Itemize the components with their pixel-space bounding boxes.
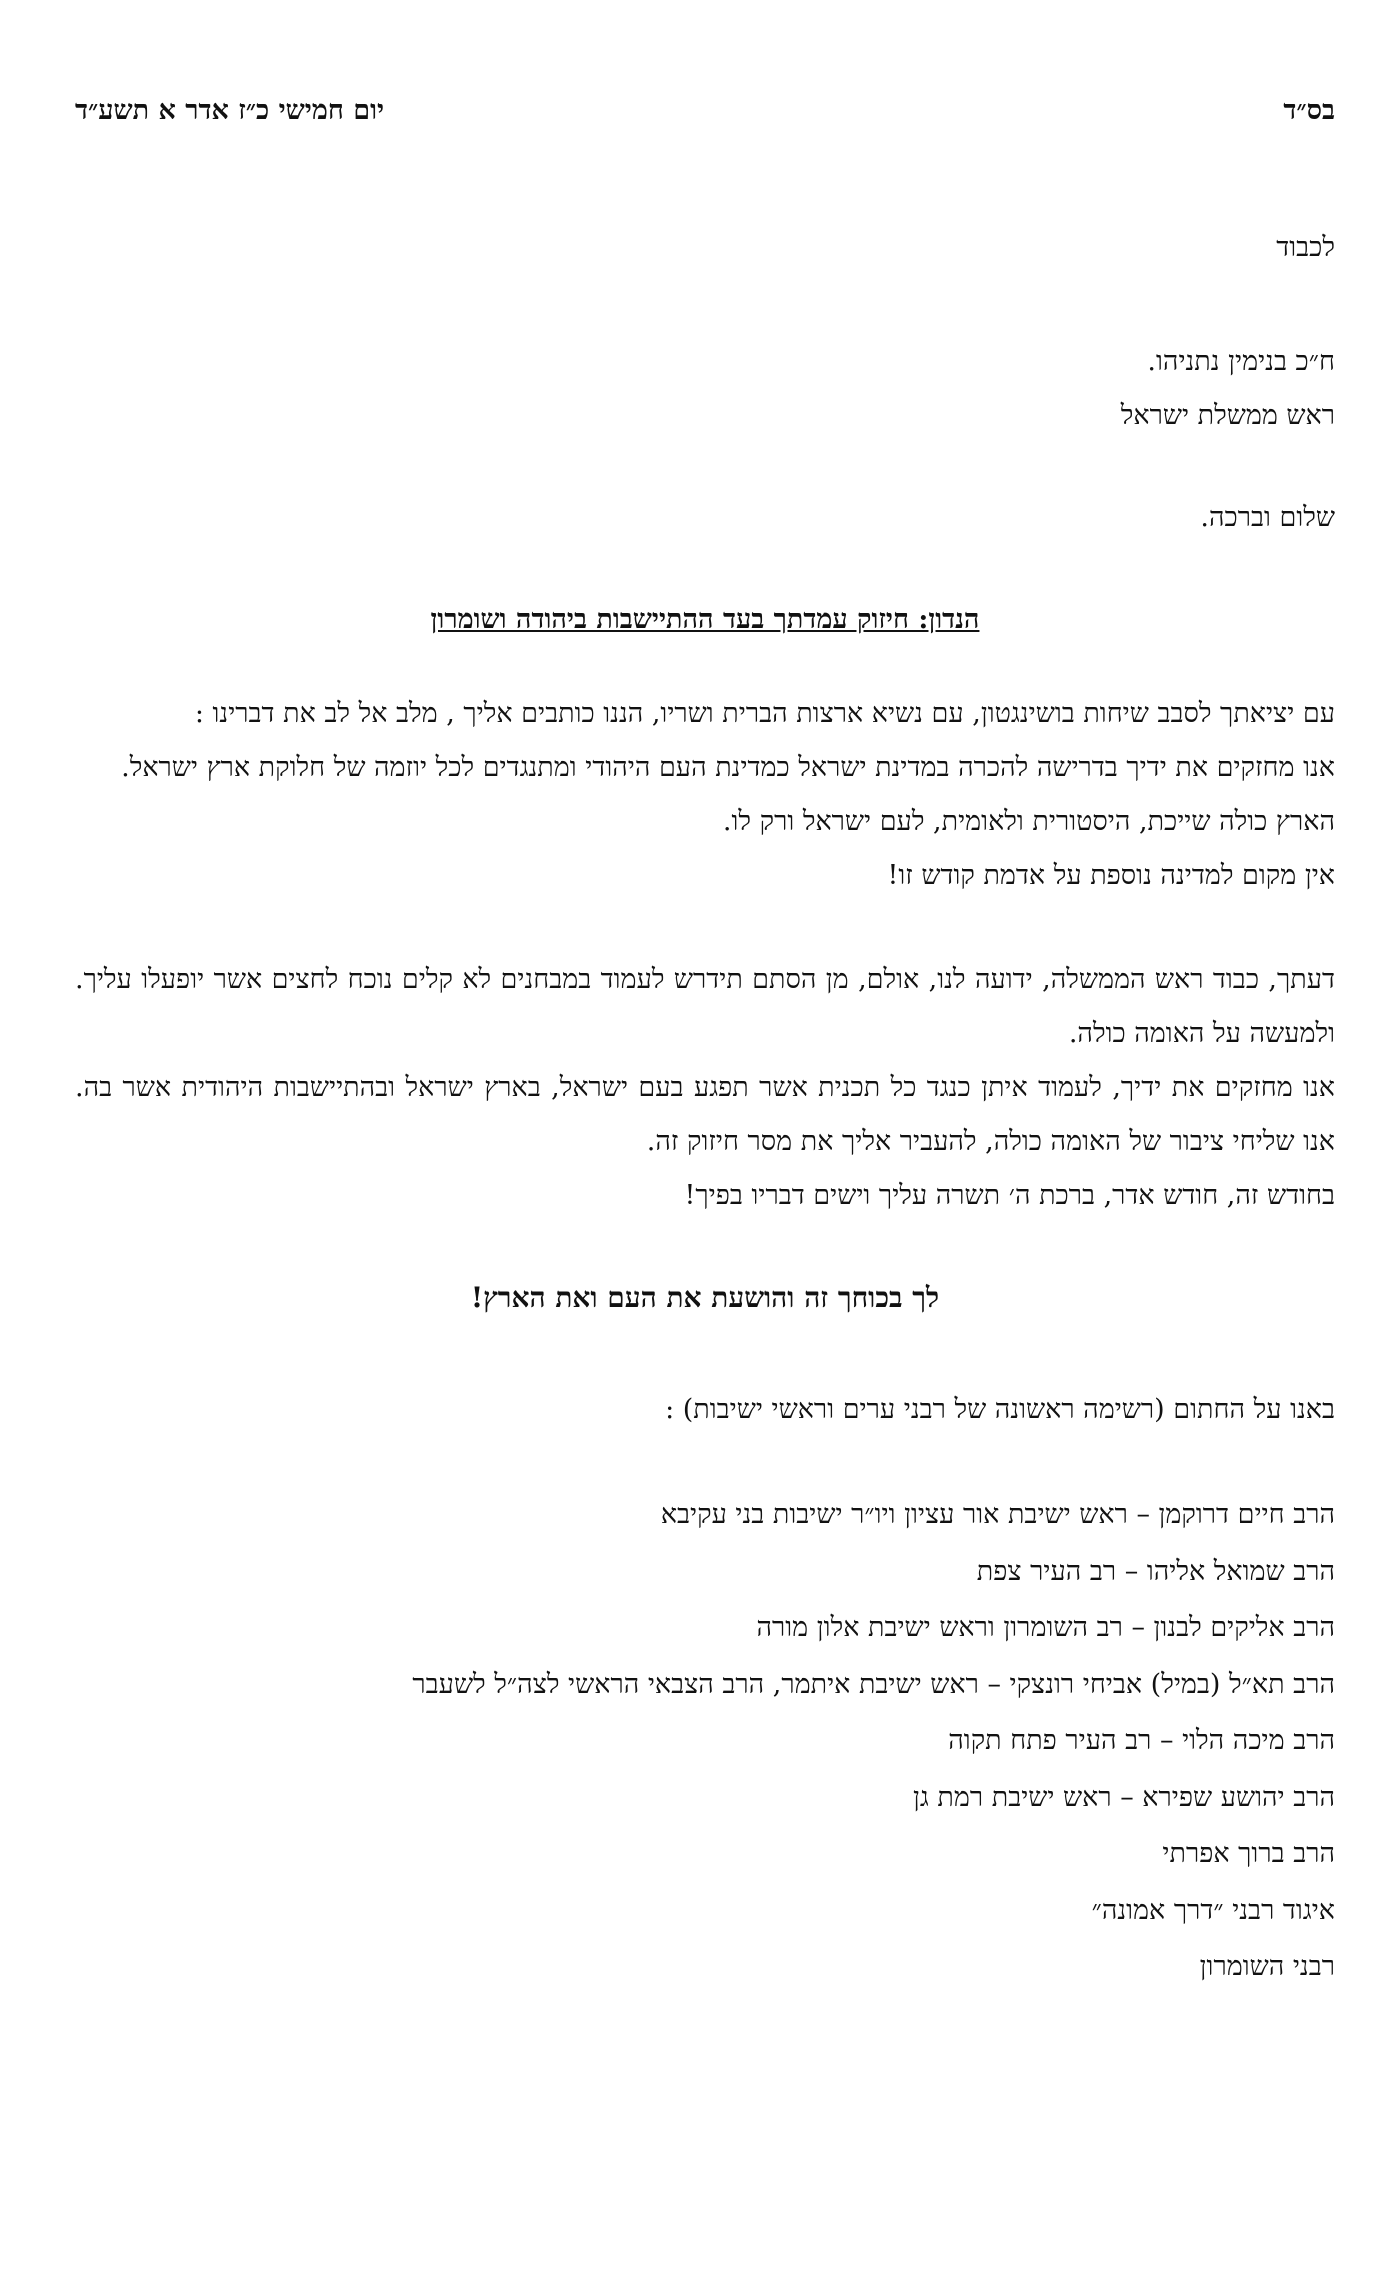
body-paragraph: בחודש זה, חודש אדר, ברכת ה׳ תשרה עליך וישים דבריו בפיך!	[684, 1180, 1335, 1211]
body-paragraph: אין מקום למדינה נוספת על אדמת קודש זו!	[887, 860, 1335, 891]
signature-list	[75, 1487, 1335, 1996]
signature-item: הרב שמואל אליהו – רב העיר צפת	[976, 1555, 1335, 1587]
salutation: שלום וברכה.	[1200, 502, 1335, 533]
signature-item: הרב מיכה הלוי – רב העיר פתח תקוה	[948, 1725, 1335, 1756]
signature-item: הרב יהושע שפירא – ראש ישיבת רמת גן	[913, 1781, 1335, 1813]
subject-line: הנדון: חיזוק עמדתך בעד ההתיישבות ביהודה ושומרון	[430, 604, 980, 635]
signature-item: הרב חיים דרוקמן – ראש ישיבת אור עציון ויו״ר ישיבות בני עקיבא	[660, 1499, 1335, 1530]
body-paragraph: אנו מחזקים את ידיך בדרישה להכרה במדינת ישראל כמדינת העם היהודי ומתנגדים לכל יוזמה של חלוקת ארץ ישראל.	[121, 752, 1335, 783]
signed-intro: באנו על החתום (רשימה ראשונה של רבני ערים וראשי ישיבות) :	[665, 1394, 1335, 1425]
addressee-name: ח״כ בנימין נתניהו.	[1147, 346, 1335, 377]
signature-item: הרב תא״ל (במיל) אביחי רונצקי – ראש ישיבת איתמר, הרב הצבאי הראשי לצה״ל לשעבר	[412, 1668, 1335, 1700]
letter-header	[75, 95, 1335, 126]
body-paragraph: הארץ כולה שייכת, היסטורית ולאומית, לעם ישראל ורק לו.	[722, 806, 1335, 837]
body-paragraph: עם יציאתך לסבב שיחות בושינגטון, עם נשיא ארצות הברית ושריו, הננו כותבים אליך , מלב אל לב את דברינו :	[194, 698, 1335, 729]
signature-item: הרב ברוך אפרתי	[1162, 1838, 1335, 1869]
signature-item: איגוד רבני ״דרך אמונה״	[1091, 1894, 1335, 1926]
paragraph-gap	[75, 903, 1335, 953]
body-paragraph: אנו מחזקים את ידיך, לעמוד איתן כנגד כל תכנית אשר תפגע בעם ישראל, בארץ ישראל ובהתיישבות היהודית אשר בה. אנו שליחי ציבור של האומה כולה, להעביר אליך את מסר חיזוק זה.	[75, 1072, 1335, 1157]
closing-line: לך בכוחך זה והושעת את העם ואת הארץ!	[470, 1281, 940, 1314]
to-line: לכבוד	[1276, 232, 1335, 263]
signature-item: רבני השומרון	[1199, 1951, 1335, 1982]
addressee-block	[75, 335, 1335, 443]
letter-body	[75, 687, 1335, 1223]
signature-item: הרב אליקים לבנון – רב השומרון וראש ישיבת אלון מורה	[756, 1612, 1335, 1643]
bsd-heading: בס״ד	[1283, 95, 1335, 126]
addressee-title: ראש ממשלת ישראל	[1120, 400, 1335, 431]
body-paragraph: דעתך, כבוד ראש הממשלה, ידועה לנו, אולם, מן הסתם תידרש לעמוד במבחנים לא קלים נוכח לחצים אשר יופעלו עליך. ולמעשה על האומה כולה.	[75, 964, 1335, 1049]
letter-date: יום חמישי כ״ז אדר א תשע״ד	[75, 95, 385, 126]
